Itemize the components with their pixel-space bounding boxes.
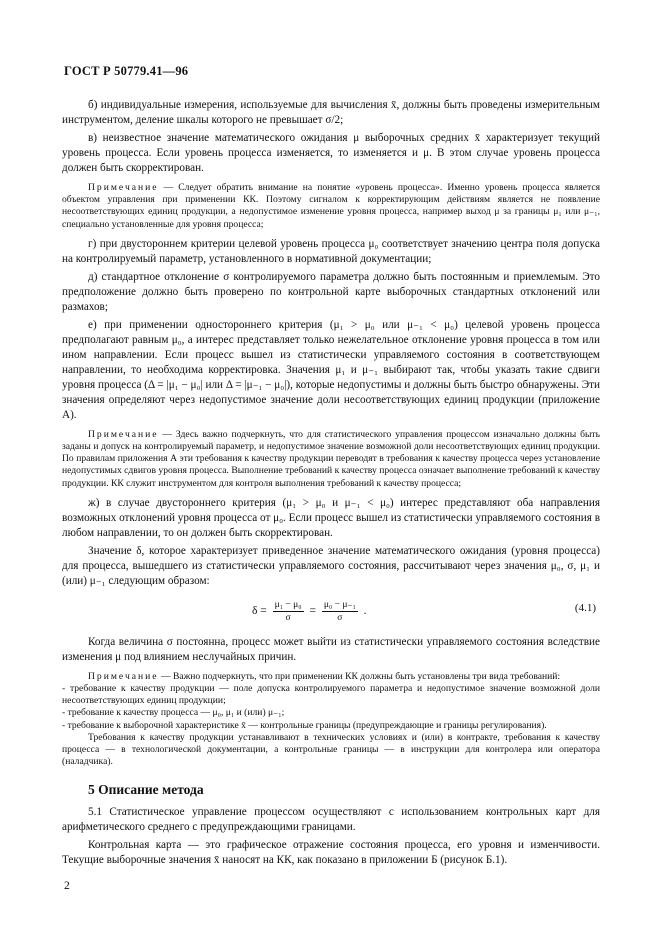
note-item: - требование к выборочной характеристике x̄ — контрольные границы (предупреждающие и границы регулирования). (62, 719, 547, 731)
paragraph-delta: Значение δ, которое характеризует приведенное значение математического ожидания (уровня процесса) для процесса, вышедшего из статистически управляемого состояния, рассчитывают через значения μ₀, σ, μ₁ и (или) μ₋₁ следующим образом: (62, 544, 600, 587)
paragraph-d: д) стандартное отклонение σ контролируемого параметра должно быть постоянным и приемлемым. Это предположение должно быть проверено по контрольной карте выборочных стандартных отклонений или размахов; (62, 270, 600, 313)
fraction-2-numerator: μ₀ − μ₋₁ (323, 599, 356, 610)
note-3 (62, 671, 600, 769)
paragraph-b: б) индивидуальные измерения, используемые для вычисления x̄, должны быть проведены измерительным инструментом, деление шкалы которого не превышает σ/2; (62, 99, 600, 126)
note-1 (62, 182, 600, 231)
note-text: — Важно подчеркнуть, что при применении КК должны быть установлены три вида требований: (158, 670, 561, 682)
paragraph-g: г) при двустороннем критерии целевой уровень процесса μ₀ соответствует значению центра поля допуска на контролируемый параметр, установленного в нормативной документации; (62, 237, 600, 265)
note-label: Примечание (88, 182, 159, 193)
paragraph-control-chart: Контрольная карта — это графическое отражение состояния процесса, его уровня и изменчивости. Текущие выборочные значения x̄ наносят на КК, как показано в приложении Б (рисунок Б.1). (62, 839, 600, 867)
fraction-2 (322, 599, 358, 624)
note-label: Примечание (88, 670, 159, 682)
fraction-1-denominator: σ (285, 612, 291, 623)
formula-lhs: δ = (252, 604, 267, 617)
body-text (62, 98, 600, 871)
paragraph-sigma: Когда величина σ постоянна, процесс может выйти из статистически управляемого состояния вследствие изменения μ под влиянием неслучайных причин. (62, 635, 600, 663)
formula-body (252, 599, 367, 624)
note-text: — Следует обратить внимание на понятие «уровень процесса». Именно уровень процесса является объектом управления при применении КК. Поэтому сигналом к корректирующим действиям является не появление несоответствующих единиц продукции, а недопустимое изменение уровня процесса, например выход μ за границы μ₁ или μ₋₁, специально установленные для уровня процесса; (62, 182, 600, 230)
paragraph-zh: ж) в случае двустороннего критерия (μ₁ > μ₀ и μ₋₁ < μ₀) интерес представляют оба направления возможных отклонений уровня процесса от μ₀. Если процесс вышел из статистически управляемого состояния в любом направлении, то он должен быть скорректирован. (62, 496, 600, 539)
formula-4-1 (62, 595, 600, 625)
note-label: Примечание (88, 428, 159, 440)
page-number: 2 (64, 880, 70, 892)
paragraph-e: е) при применении одностороннего критерия (μ₁ > μ₀ или μ₋₁ < μ₀) целевой уровень процесса предполагают равным μ₀, а интерес представляет только нежелательное отклонение уровня процесса в том или ином направлении. Если процесс вышел из статистически управляемого состояния в соответствующем направлении, то необходима корректировка. Значения μ₁ и μ₋₁ выбирают так, чтобы указать такие сдвиги уровня процесса (Δ = |μ₁ − μ₀| или Δ = |μ₋₁ − μ₀|), которые недопустимы и должны быть быстро обнаружены. Эти значения определяют через недопустимое значение доли несоответствующих единиц продукции (приложение А). (62, 318, 600, 421)
paragraph-v: в) неизвестное значение математического ожидания μ выборочных средних x̄ характеризует текущий уровень процесса. Если уровень процесса изменяется, то изменяется и μ. В этом случае уровень процесса должен быть скорректирован. (62, 132, 600, 174)
note-text: — Здесь важно подчеркнуть, что для статистического управления процессом изначально должны быть заданы и допуск на контролируемый параметр, и недопустимое значение возможной доли несоответствующих единиц продукции. По правилам приложения А эти требования к качеству продукции переводят в требования к качеству процесса через установление недопустимых сдвигов уровня процесса. Выполнение требований к качеству процесса означает выполнение требований к качеству продукции. КК служит инструментом для контроля выполнения требований к качеству процесса; (62, 428, 600, 489)
note-item: Требования к качеству продукции устанавливают в технических условиях и (или) в контракте, требования к качеству процесса — в технологической документации, а контрольные границы — в инструкции для контролера или оператора (наладчика). (62, 731, 600, 768)
section-title: 5 Описание метода (88, 782, 204, 798)
formula-equals: = (309, 604, 316, 617)
document-header: ГОСТ Р 50779.41—96 (64, 64, 189, 78)
formula-end: . (363, 604, 367, 617)
fraction-2-denominator: σ (337, 612, 343, 623)
fraction-1 (273, 599, 304, 624)
note-item: - требование к качеству процесса — μ₀, μ₁ и (или) μ₋₁; (62, 707, 285, 719)
paragraph-5-1: 5.1 Статистическое управление процессом осуществляют с использованием контрольных карт для арифметического среднего с предупреждающими границами. (62, 806, 600, 834)
note-item: - требование к качеству продукции — поле допуска контролируемого параметра и недопустимое значение возможной доли несоответствующих единиц продукции; (62, 683, 600, 707)
fraction-1-numerator: μ₁ − μ₀ (274, 599, 302, 610)
note-2 (62, 429, 600, 490)
formula-number: (4.1) (574, 601, 596, 614)
